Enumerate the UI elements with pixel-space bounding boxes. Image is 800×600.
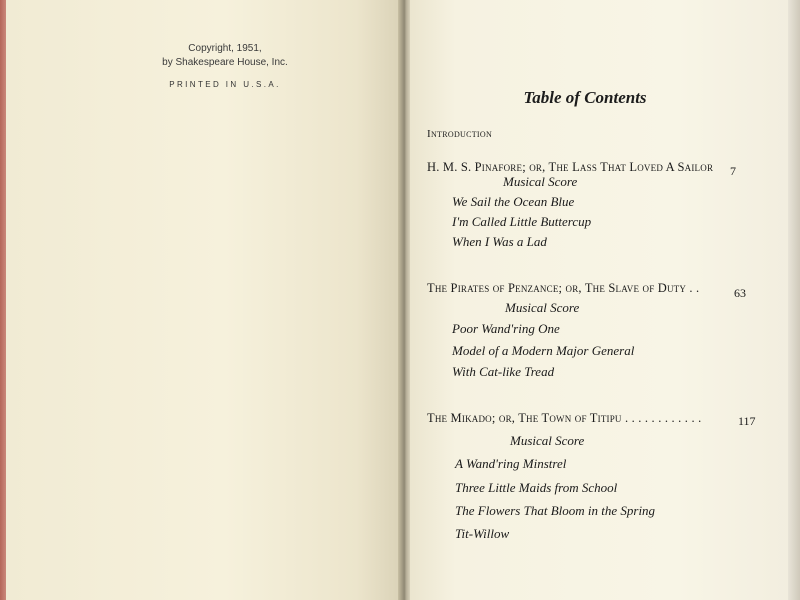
- toc-page-number: 117: [738, 414, 756, 428]
- toc-page-number: 63: [734, 286, 746, 300]
- toc-song: The Flowers That Bloom in the Spring: [455, 503, 656, 518]
- copyright-line: Copyright, 1951,: [188, 43, 262, 54]
- toc-song: Poor Wand'ring One: [452, 321, 560, 336]
- toc-song: With Cat-like Tread: [452, 364, 555, 379]
- toc-page-number: 7: [730, 164, 736, 178]
- printed-in-line: PRINTED IN U.S.A.: [169, 80, 281, 89]
- toc-song: Three Little Maids from School: [455, 480, 618, 495]
- toc-section-title: The Mikado; or, The Town of Titipu . . . . . . . . . . . .: [427, 411, 702, 425]
- toc-song: When I Was a Lad: [452, 234, 547, 249]
- toc-section-title: The Pirates of Penzance; or, The Slave of Duty . .: [427, 281, 700, 295]
- toc-song: A Wand'ring Minstrel: [455, 456, 567, 471]
- publisher-line: by Shakespeare House, Inc.: [162, 57, 288, 68]
- toc-musical-score: Musical Score: [510, 433, 585, 448]
- toc-song: I'm Called Little Buttercup: [452, 214, 592, 229]
- toc-section-title: H. M. S. Pinafore; or, The Lass That Loved A Sailor: [427, 160, 714, 174]
- toc-introduction: Introduction: [427, 128, 493, 140]
- toc-musical-score: Musical Score: [503, 174, 578, 189]
- toc-song: Tit-Willow: [455, 526, 510, 541]
- toc-title: Table of Contents: [523, 88, 647, 107]
- toc-musical-score: Musical Score: [505, 300, 580, 315]
- copyright-block: [150, 42, 300, 70]
- toc-song: We Sail the Ocean Blue: [452, 194, 575, 209]
- page-stack-edge: [788, 0, 800, 600]
- left-page: [6, 0, 404, 600]
- toc-song: Model of a Modern Major General: [452, 343, 635, 358]
